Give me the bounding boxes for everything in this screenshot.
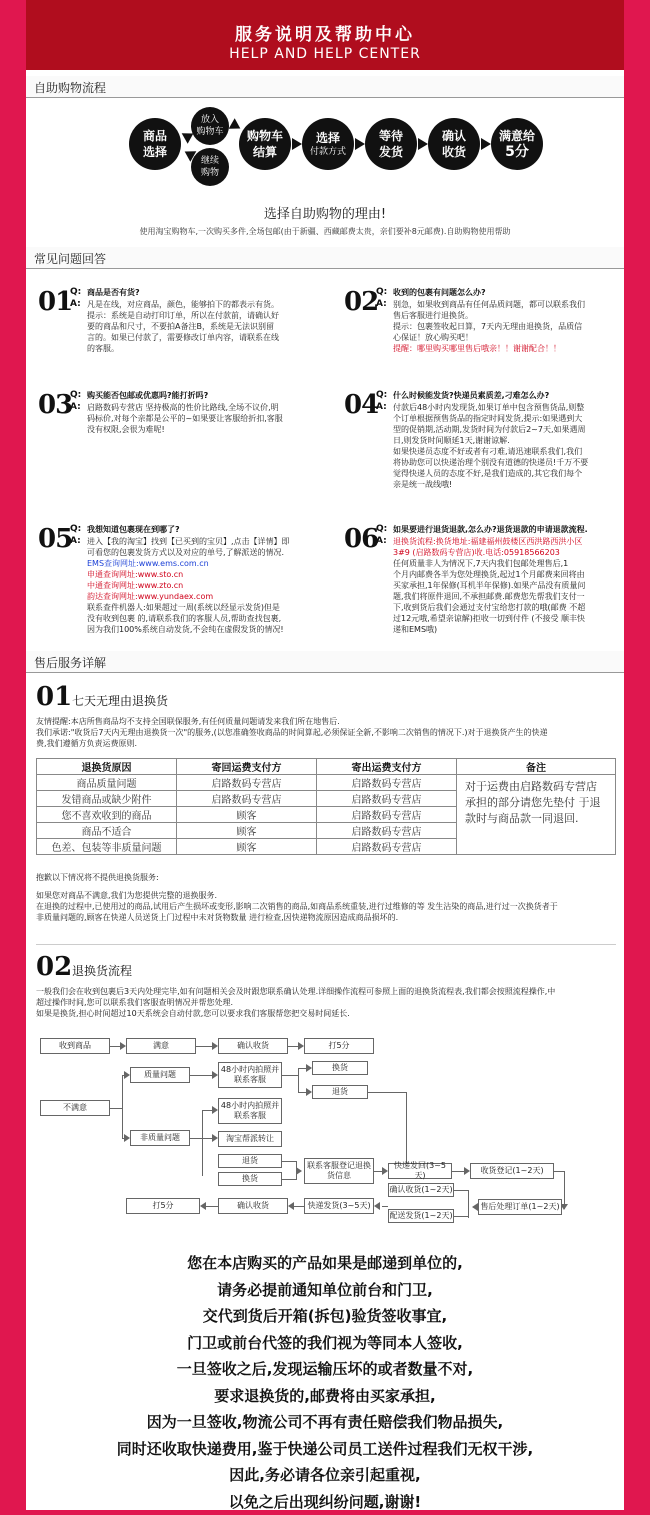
table-row: 色差、包装等非质量问题 顾客 启路数码专营店 (37, 839, 616, 855)
faq-number: 05 (38, 524, 73, 554)
flow-check-in: 收货登记(1~2天) (470, 1163, 554, 1179)
zto-link[interactable]: 中通查询网址:www.zto.cn (87, 581, 184, 590)
reason-title: 选择自助购物的理由! (263, 207, 387, 222)
header-title: 服务说明及帮助中心 (235, 25, 415, 45)
faq-answer: 别急，如果收到商品有任何品质问题，都可以联系我们 售后客服进行退换货。 提示：包裹签收起日算，7天内无理由退换货，品质信 心保证！放心购买吧！ 提醒：哪里购买哪里售后哦亲！！谢谢配合！！ (393, 300, 585, 353)
flow-unsatisfied: 不满意 (40, 1100, 110, 1116)
faq-question: 购买能否包邮或优惠吗?能打折吗? (87, 391, 209, 400)
faq-question: 我想知道包裹现在到哪了? (87, 525, 180, 534)
section-faq-title: 常见问题回答 (34, 252, 107, 266)
flow-refund: 退货 (312, 1085, 368, 1099)
flow-confirm-2: 确认收货(1~2天) (388, 1183, 454, 1197)
exclusions-text: 抱歉以下情况将不提供退换货服务: 如果您对商品不满意,我们为您提供完整的退换服务. 在退换的过程中,已使用过的商品,试用后产生损坏或变形,影响二次销售的商品,如商品系统重装,进行过维修的等 发生沾染的商品,进行过一次换货者于 非质量问题的,顾客在快递人员送货上门过程中未对货物数量 进行检查,因快递物流原因造成商品损坏的. (36, 873, 558, 922)
faq-question: 商品是否有货? (87, 288, 140, 297)
flow-receive: 收到商品 (40, 1038, 110, 1054)
section-after-title: 售后服务详解 (34, 656, 107, 670)
step-confirm-receipt: 确认 收货 (428, 118, 480, 170)
section-flow-header (26, 76, 624, 98)
step-cart-checkout: 购物车 结算 (239, 118, 291, 170)
arrow-icon (292, 138, 302, 150)
faq-item-06: 06 Q: A: 如果要进行退货退款,怎么办?退货退款的申请退款流程. 退换货流程:换货地址:福建福州鼓楼区西洪路西洪小区 3#9 (启路数码专营店)收.电话:05918566203 任何质量非人为情况下,7天内我们包邮处理售后,1 个月内邮费各半为您处理换货,起过1个月邮费来回将由 买家承担,1年保修(耳机半年保修).如果产品没有质量问 题,我们将原件退回,不承担邮费.邮费您先帮我们支付一 下,收到货后我们会通过支付宝给您打款的哦(邮费 不超 过12元哦,希望亲谅解)拒收一切到付件 (不接受 顺丰快 递和EMS哦) (344, 524, 624, 644)
faq-number: 01 (38, 287, 73, 317)
faq-item-02: 02 Q: A: 收到的包裹有问题怎么办? 别急，如果收到商品有任何品质问题，都可以联系我们 售后客服进行退换货。 提示：包裹签收起日算，7天内无理由退换货，品质信 心保证！放心购买吧！ 提醒：哪里购买哪里售后哦亲！！谢谢配合！！ (344, 287, 624, 367)
after-section-number-2: 02 (36, 952, 73, 982)
step-rate: 满意给 5分 (491, 118, 543, 170)
flow-quality-issue: 质量问题 (130, 1067, 190, 1083)
flow-satisfied: 满意 (126, 1038, 196, 1054)
step-payment: 选择 付款方式 (302, 118, 354, 170)
faq-item-04: 04 Q: A: 什么时候能发货?快递员素质差,刁难怎么办? 付款后48小时内发现货,如果订单中包含预售货品,则整 个订单根据预售货品的指定时间发货,提示:如果遇到大 型的促销期,活动期,发货时间为付款后2~7天,如果遇周 日,则发货时间顺延1天,谢谢谅解. 如果快递员态度不好或者有刁难,请迅速联系我们,我们 将协助您可以快递治理个别没有道德的快递员!千万不要 觉得快递人员的态度不好,是我们造成的,其它我们每个 亲是统一战线哦! (344, 390, 624, 500)
table-row: 发错商品或缺少附件 启路数码专营店 启路数码专营店 (37, 791, 616, 807)
section-after-header (26, 651, 624, 673)
faq-question: 什么时候能发货?快递员素质差,刁难怎么办? (393, 391, 550, 400)
faq-question: 如果要进行退货退款,怎么办?退货退款的申请退款流程. (393, 525, 588, 534)
faq-number: 03 (38, 390, 73, 420)
section-faq-header (26, 247, 624, 269)
table-note: 对于运费由启路数码专营店承担的部分请您先垫付 于退款时与商品款一同退回. (457, 775, 616, 855)
faq-number: 04 (344, 390, 379, 420)
flow-register: 联系客服登记退换货信息 (304, 1158, 374, 1184)
step-continue-shopping: 继续 购物 (191, 148, 229, 186)
after-section-title-2: 退换货流程 (72, 964, 133, 978)
flow-nonquality-issue: 非质量问题 (130, 1130, 190, 1146)
flow-photo-contact-2: 48小时内拍照并联系客服 (218, 1098, 282, 1124)
yunda-link[interactable]: 韵达查询网址:www.yundaex.com (87, 592, 214, 601)
header-banner (26, 0, 624, 70)
flow-photo-contact: 48小时内拍照并联系客服 (218, 1062, 282, 1088)
flow-after-order: 售后处理订单(1~2天) (478, 1199, 562, 1215)
arrow-icon (418, 138, 428, 150)
faq-answer: 进入【我的淘宝】找到【已买到的宝贝】,点击【详情】即 可看您的包裹发货方式以及对应的单号,了解派送的情况. EMS查询网址:www.ems.com.cn 申通查询网址:www.sto.cn 中通查询网址:www.zto.cn 韵达查询网址:www.yundaex.com 联系查件机器人:如果超过一周(系统以经显示发货)但是 没有收到包裹 的,请联系我们的客服人员,帮助查找包裹, 因为我们100%系统自动发货,不会纯在虚假发货的情况! (87, 536, 322, 635)
faq-number: 02 (344, 287, 379, 317)
flow-taobao-transfer: 淘宝帮派转让 (218, 1131, 282, 1147)
flow-ship-out: 快递发货(3~5天) (304, 1198, 374, 1214)
after-section-number: 01 (36, 682, 73, 712)
arrow-icon (355, 138, 365, 150)
step-select-goods: 商品 选择 (129, 118, 181, 170)
ems-link[interactable]: EMS查询网址:www.ems.com.cn (87, 559, 209, 568)
reason-note: 使用淘宝购物车,一次购买多件,全场包邮(由于新疆、西藏邮费太贵，亲们要补8元邮费).自助购物使用帮助 (139, 227, 511, 236)
faq-question: 收到的包裹有问题怎么办? (393, 288, 486, 297)
faq-answer: 退换货流程:换货地址:福建福州鼓楼区西洪路西洪小区 3#9 (启路数码专营店)收.电话:05918566203 任何质量非人为情况下,7天内我们包邮处理售后,1 个月内邮费各半为您处理换货,起过1个月邮费来回将由 买家承担,1年保修(耳机半年保修).如果产品没有质量问 题,我们将原件退回,不承担邮费.邮费您先帮我们支付一 下,收到货后我们会通过支付宝给您打款的哦(邮费 不超 过12元哦,希望亲谅解)拒收一切到付件 (不接受 顺丰快 递和EMS哦) (393, 537, 586, 634)
flow-confirm: 确认收货 (218, 1038, 288, 1054)
flow-exchange: 换货 (312, 1061, 368, 1075)
after-section-title: 七天无理由退换货 (72, 694, 169, 708)
flow-refund-2: 退货 (218, 1154, 282, 1168)
flow-exchange-2: 换货 (218, 1172, 282, 1186)
step-wait-ship: 等待 发货 (365, 118, 417, 170)
faq-answer: 付款后48小时内发现货,如果订单中包含预售货品,则整 个订单根据预售货品的指定时间发货,提示:如果遇到大 型的促销期,活动期,发货时间为付款后2~7天,如果遇周 日,则发货时间顺延1天,谢谢谅解. 如果快递员态度不好或者有刁难,请迅速联系我们,我们 将协助您可以快递治理个别没有道德的快递员!千万不要 觉得快递人员的态度不好,是我们造成的,其它我们每个 亲是统一战线哦! (393, 403, 589, 489)
faq-number: 06 (344, 524, 379, 554)
flow-confirm-3: 确认收货 (218, 1198, 288, 1214)
process-intro-text: 一般我们会在收到包裹后3天内处理完毕,如有问题相关会及时跟您联系确认处理.详细操作流程可参照上面的退换货流程表,我们都会按照流程操作,中 超过操作时间,您可以联系我们客服查明情况并帮您处理. 如果是换货,担心时间超过10天系统会自动付款,您可以要求我们客服帮您把交易时间延长. (36, 987, 556, 1018)
section-flow-title: 自助购物流程 (34, 81, 107, 95)
header-subtitle: HELP AND HELP CENTER (229, 46, 421, 62)
table-row: 您不喜欢收到的商品 顾客 启路数码专营店 (37, 807, 616, 823)
closing-statement: 您在本店购买的产品如果是邮递到单位的, 请务必提前通知单位前台和门卫, 交代到货后开箱(拆包)验货签收事宜, 门卫或前台代签的我们视为等同本人签收, 一旦签收之后,发现运输压坏的或者数量不对, 要求退换货的,邮费将由买家承担, 因为一旦签收,物流公司不再有责任赔偿我们物品损失, 同时还收取快递费用,鉴于快递公司员工送件过程我们无权干涉, 因此,务必请各位亲引起重视, 以免之后出现纠纷问题,谢谢! (116, 1254, 534, 1511)
return-policy-table (36, 758, 616, 855)
table-row: 商品不适合 顾客 启路数码专营店 (37, 823, 616, 839)
divider (36, 944, 616, 945)
arrow-icon (481, 138, 491, 150)
sto-link[interactable]: 申通查询网址:www.sto.cn (87, 570, 184, 579)
flow-rate-2: 打5分 (126, 1198, 200, 1214)
table-header-row: 退换货原因 寄回运费支付方 寄出运费支付方 备注 (37, 759, 616, 775)
faq-answer: 凡是在线，对应商品，颜色，能够拍下的都表示有货。 提示：系统是自动打印订单，所以在付款前，请确认好 要的商品和尺寸，不要拍A备注B，系统是无法识别留 言的。如果已付款了，需要修改订单内容，请联系在线 的客服。 (87, 300, 279, 353)
flow-rate: 打5分 (304, 1038, 374, 1054)
faq-item-01: 01 Q: A: 商品是否有货? 凡是在线，对应商品，颜色，能够拍下的都表示有货。 提示：系统是自动打印订单，所以在付款前，请确认好 要的商品和尺寸，不要拍A备注B，系统是无法识别留 言的。如果已付款了，需要修改订单内容，请联系在线 的客服。 (38, 287, 318, 367)
page (26, 0, 624, 1510)
flow-ship-back: 快递发回(3~5天) (388, 1163, 452, 1179)
table-row: 商品质量问题 启路数码专营店 启路数码专营店 对于运费由启路数码专营店承担的部分请您先垫付 于退款时与商品款一同退回. (37, 775, 616, 791)
after-intro-text: 友情提醒:本店所售商品均不支持全国联保服务,有任何质量问题请发来我们所在地售后. 我们承诺:"收货后7天内无理由退换货一次"的服务,(以您准确签收商品的时间算起,必须保证全新,不影响二次销售的情况下.)对于退换货产生的快递 费,我们遵循方负责运费原则. (36, 717, 548, 748)
flow-deliver: 配送发货(1~2天) (388, 1209, 454, 1223)
step-add-cart: 放入 购物车 (191, 107, 229, 145)
faq-item-03: 03 Q: A: 购买能否包邮或优惠吗?能打折吗? 启路数码专营店 坚持极高的性价比路线,全场不议价,明 码标价,对每个亲都是公平的~如果要让客服给折扣,客服 没有权限,会很为难呢! (38, 390, 318, 490)
faq-answer: 启路数码专营店 坚持极高的性价比路线,全场不议价,明 码标价,对每个亲都是公平的~如果要让客服给折扣,客服 没有权限,会很为难呢! (87, 403, 283, 434)
faq-item-05: 05 Q: A: 我想知道包裹现在到哪了? 进入【我的淘宝】找到【已买到的宝贝】,点击【详情】即 可看您的包裹发货方式以及对应的单号,了解派送的情况. EMS查询网址:www.ems.com.cn 申通查询网址:www.sto.cn 中通查询网址:www.zto.cn 韵达查询网址:www.yundaex.com 联系查件机器人:如果超过一周(系统以经显示发货)但是 没有收到包裹 的,请联系我们的客服人员,帮助查找包裹, 因为我们100%系统自动发货,不会纯在虚假发货的情况! (38, 524, 318, 644)
